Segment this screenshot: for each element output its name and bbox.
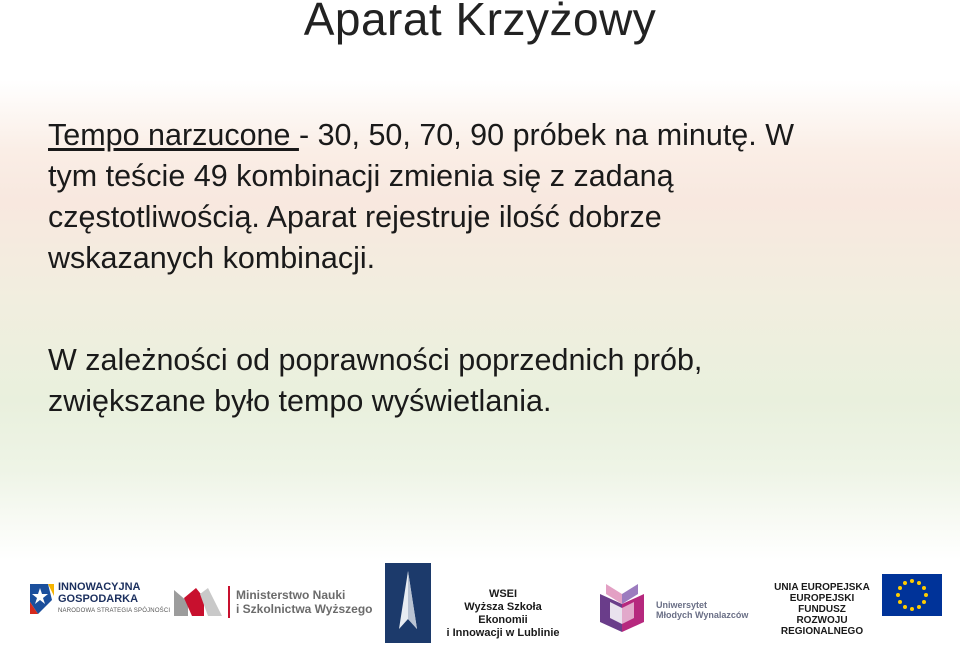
wsei-arrow-emblem-icon — [385, 563, 431, 643]
logo-wsei — [445, 588, 561, 640]
logo-ministry — [174, 586, 373, 620]
wsei-line3: i Innowacji w Lublinie — [446, 627, 560, 639]
paragraph-line: częstotliwością. Aparat rejestruje ilość dobrze — [48, 200, 662, 234]
ministry-divider — [228, 586, 230, 618]
eu-line3: ROZWOJU REGIONALNEGO — [780, 615, 864, 637]
paragraph-line: zwiększane było tempo wyświetlania. — [48, 384, 552, 418]
ig-line1: INNOWACYJNA — [58, 581, 141, 593]
paragraph-line: - 30, 50, 70, 90 próbek na minutę. W — [298, 118, 794, 152]
logo-innowacyjna-gospodarka — [28, 580, 171, 620]
ministry-line1: Ministerstwo Nauki — [236, 588, 346, 602]
logo-umw — [598, 580, 748, 632]
logo-eu — [768, 574, 948, 637]
ministry-line2: i Szkolnictwa Wyższego — [236, 602, 373, 616]
ig-line3: NARODOWA STRATEGIA SPÓJNOŚCI — [58, 608, 171, 614]
wsei-line1: WSEI — [488, 588, 518, 600]
umw-line1: Uniwersytet — [656, 600, 708, 610]
eu-line2: EUROPEJSKI FUNDUSZ — [789, 593, 855, 615]
umw-book-icon — [598, 580, 646, 632]
footer-logos — [0, 560, 960, 648]
wsei-line2: Wyższa Szkoła Ekonomii — [464, 601, 542, 626]
eu-flag-icon — [882, 574, 942, 616]
umw-line2: Młodych Wynalazców — [656, 610, 749, 620]
underlined-term: Tempo narzucone — [48, 118, 299, 152]
paragraph-line: tym teście 49 kombinacji zmienia się z zadaną — [48, 159, 674, 193]
ig-line2: GOSPODARKA — [58, 593, 139, 605]
ig-star-icon — [28, 580, 54, 616]
paragraph-speed — [48, 340, 928, 422]
paragraph-line: W zależności od poprawności poprzednich prób, — [48, 343, 703, 377]
ministry-emblem-icon — [174, 588, 222, 616]
paragraph-line: wskazanych kombinacji. — [48, 241, 376, 275]
slide-title: Aparat Krzyżowy — [303, 0, 657, 45]
paragraph-tempo — [48, 115, 928, 279]
eu-line1: UNIA EUROPEJSKA — [774, 582, 870, 593]
